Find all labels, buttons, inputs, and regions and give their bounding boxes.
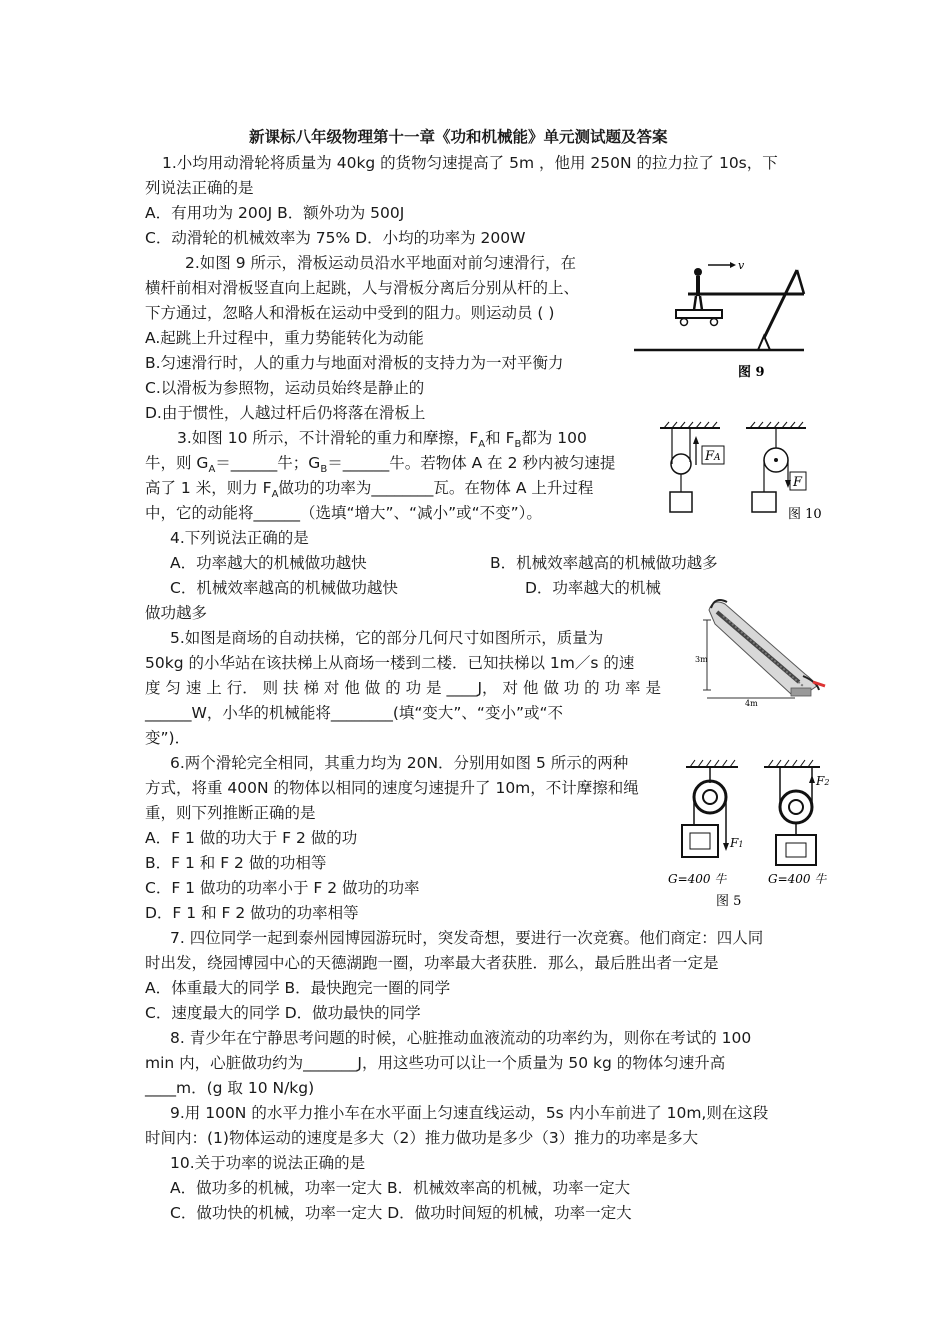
q7-options-ab: A．体重最大的同学 B．最快跑完一圈的同学 (145, 979, 451, 997)
q7-options-cd: C．速度最大的同学 D．做功最快的同学 (145, 1004, 421, 1022)
q1-line1: 1.小均用动滑轮将质量为 40kg 的货物匀速提高了 5m ，他用 250N 的拉力拉了 10s，下 (162, 154, 778, 172)
q10-options-ab: A．做功多的机械，功率一定大 B．机械效率高的机械，功率一定大 (170, 1179, 631, 1197)
figure-10-pulleys (656, 420, 826, 520)
q4-option-d: D．功率越大的机械 (525, 579, 661, 597)
figure-9-skateboard (632, 250, 812, 380)
q6-line3: 重，则下列推断正确的是 (145, 804, 316, 822)
q3-line1: 3.如图 10 所示，不计滑轮的重力和摩擦，$F_A$和 $F_B$都为 100 (177, 429, 587, 451)
q1-options-ab: A．有用功为 200J B．额外功为 500J (145, 204, 405, 222)
q8-line1: 8. 青少年在宁静思考问题的时候，心脏推动血液流动的功率约为，则你在考试的 100 (170, 1029, 752, 1047)
figure-escalator-width-label: 4m (745, 699, 758, 708)
figure-5-f2-label: F2 (816, 774, 830, 788)
figure-5-pulleys (668, 755, 844, 915)
q2-line1: 2.如图 9 所示，滑板运动员沿水平地面对前匀速滑行，在 (185, 254, 577, 272)
q5-line2: 50kg 的小华站在该扶梯上从商场一楼到二楼．已知扶梯以 1m／s 的速 (145, 654, 635, 672)
q6-line1: 6.两个滑轮完全相同，其重力均为 20N．分别用如图 5 所示的两种 (170, 754, 629, 772)
q1-line2: 列说法正确的是 (145, 179, 254, 197)
q2-line2: 横杆前相对滑板竖直向上起跳，人与滑板分离后分别从杆的上、 (145, 279, 580, 297)
q3-line2: 牛，则 $G_A=\_\_\_\_\_\_$牛；$G_B=\_\_\_\_\_\_$牛。若物体 A 在 2 秒内被匀速提 (145, 454, 616, 476)
q2-option-a: A.起跳上升过程中，重力势能转化为动能 (145, 329, 424, 347)
q6-option-a: A．F 1 做的功大于 F 2 做的功 (145, 829, 358, 847)
q4-option-b: B．机械效率越高的机械做功越多 (490, 554, 718, 572)
q5-line4: ______W，小华的机械能将________(填“变大”、“变小”或“不 (145, 704, 564, 722)
q10-stem: 10.关于功率的说法正确的是 (170, 1154, 366, 1172)
figure-5-g2-label: G=400 牛 (768, 872, 827, 886)
q9-line1: 9.用 100N 的水平力推小车在水平面上匀速直线运动，5s 内小车前进了 10m,则在这段 (170, 1104, 769, 1122)
figure-9-v-label: v (738, 259, 745, 272)
q4-option-a: A．功率越大的机械做功越快 (170, 554, 367, 572)
figure-10-fa-label: FA (705, 449, 721, 464)
figure-10-caption: 图 10 (788, 507, 822, 520)
page-title: 新课标八年级物理第十一章《功和机械能》单元测试题及答案 (249, 128, 668, 146)
figure-5-f1-label: F1 (730, 836, 744, 850)
q6-option-c: C．F 1 做功的功率小于 F 2 做功的功率 (145, 879, 420, 897)
q8-line3: ____m．(g 取 10 N/kg) (145, 1079, 315, 1097)
q10-options-cd: C．做功快的机械，功率一定大 D．做功时间短的机械，功率一定大 (170, 1204, 632, 1222)
q4-option-d-cont: 做功越多 (145, 604, 208, 622)
q7-line1: 7. 四位同学一起到泰州园博园游玩时，突发奇想，要进行一次竞赛。他们商定：四人同 (170, 929, 764, 947)
q5-line3: 度 匀 速 上 行． 则 扶 梯 对 他 做 的 功 是 ____J， 对 他 做 功 的 功 率 是 (145, 679, 661, 697)
figure-10-f-label: F (793, 475, 803, 490)
q9-line2: 时间内：(1)物体运动的速度是多大（2）推力做功是多少（3）推力的功率是多大 (145, 1129, 699, 1147)
q4-stem: 4.下列说法正确的是 (170, 529, 309, 547)
figure-5-caption: 图 5 (716, 894, 742, 909)
q6-line2: 方式，将重 400N 的物体以相同的速度匀速提升了 10m，不计摩擦和绳 (145, 779, 639, 797)
q5-line1: 5.如图是商场的自动扶梯，它的部分几何尺寸如图所示，质量为 (170, 629, 604, 647)
q1-options-cd: C．动滑轮的机械效率为 75% D．小均的功率为 200W (145, 229, 526, 247)
q6-option-d: D．F 1 和 F 2 做功的功率相等 (145, 904, 359, 922)
figure-5-g1-label: G=400 牛 (668, 872, 727, 886)
q3-line4: 中，它的动能将______（选填“增大”、“减小”或“不变”）。 (145, 504, 542, 522)
q5-line5: 变”)． (145, 729, 191, 747)
q2-line3: 下方通过，忽略人和滑板在运动中受到的阻力。则运动员 ( ) (145, 304, 555, 322)
q6-option-b: B．F 1 和 F 2 做的功相等 (145, 854, 327, 872)
q7-line2: 时出发，绕园博园中心的天德湖跑一圈，功率最大者获胜．那么，最后胜出者一定是 (145, 954, 719, 972)
q2-option-c: C.以滑板为参照物，运动员始终是静止的 (145, 379, 425, 397)
q2-option-b: B.匀速滑行时，人的重力与地面对滑板的支持力为一对平衡力 (145, 354, 564, 372)
q8-line2: min 内，心脏做功约为_______J，用这些功可以让一个质量为 50 kg 的物体匀速升高 (145, 1054, 726, 1072)
figure-escalator (695, 590, 830, 710)
q3-line3: 高了 1 米，则力 $F_A$做功的功率为________瓦。在物体 A 上升过程 (145, 479, 594, 501)
q2-option-d: D.由于惯性，人越过杆后仍将落在滑板上 (145, 404, 426, 422)
figure-9-caption: 图 9 (738, 365, 765, 380)
q4-option-c: C．机械效率越高的机械做功越快 (170, 579, 398, 597)
figure-escalator-height-label: 3m (695, 655, 708, 664)
